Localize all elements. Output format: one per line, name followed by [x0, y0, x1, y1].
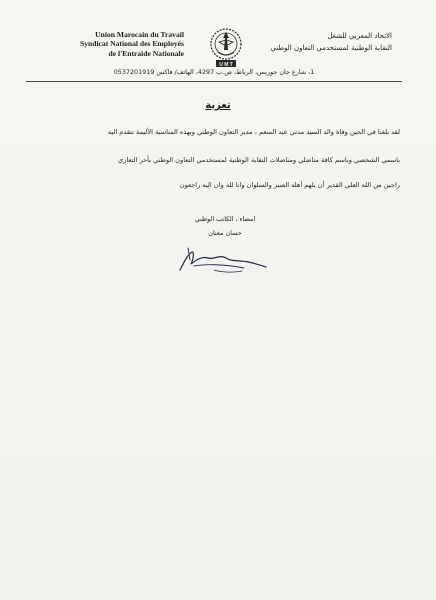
letter-title: تعزية: [205, 100, 231, 111]
body-line-1: لقد بلغنا في الحين وفاة والد السيد مدني عبد المنعم ، مدير التعاون الوطني وبهذه المناسبة الأليمة نتقدم اليه: [107, 128, 400, 136]
signature-name: حسان مغنان: [208, 229, 242, 237]
handwritten-signature-icon: [174, 240, 270, 280]
header-divider: [26, 81, 402, 82]
french-letterhead-line-2: Syndicat National des Employés: [79, 39, 184, 49]
address-line: 1، شارع جان جوريس، الرباط، ص.ب 4297، الهاتف/ فاكس 0537201919: [113, 68, 315, 76]
body-line-3: راجين من الله العلي القدير أن يلهم أهله الصبر والسلوان وانا لله وان اليه راجعون: [179, 181, 400, 189]
french-letterhead-line-3: de l'Entraide Nationale: [108, 48, 184, 58]
arabic-letterhead-line-1: الاتحاد المغربي للشغل: [327, 32, 392, 40]
signature-role: امضاء ، الكاتب الوطني: [194, 215, 256, 223]
logo-text: U M T: [219, 61, 233, 68]
arabic-letterhead-line-2: النقابة الوطنية لمستخدمي التعاون الوطني: [270, 44, 392, 52]
body-line-2: باسمي الشخصي وباسم كافة مناضلي ومناضلات النقابة الوطنية لمستخدمي التعاون الوطني بأحر التعازي: [117, 156, 400, 164]
umt-logo-icon: [206, 22, 246, 74]
french-letterhead-line-1: Union Marocain du Travail: [95, 30, 184, 39]
french-letterhead: [46, 30, 184, 58]
arabic-letterhead: [252, 30, 392, 54]
